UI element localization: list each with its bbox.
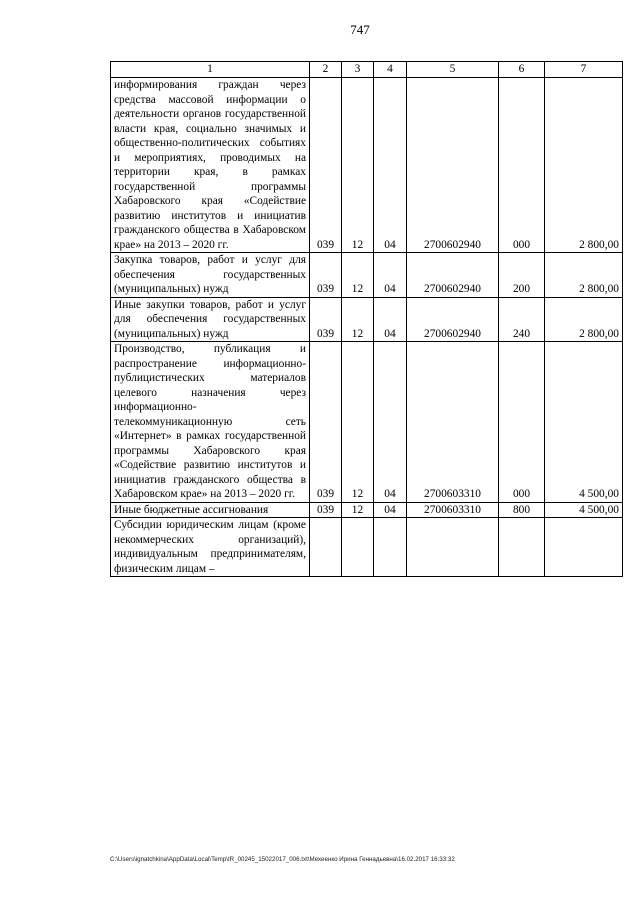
row-amount: 4 500,00 [545,342,623,503]
row-amount: 2 800,00 [545,253,623,298]
page-number: 747 [350,22,370,37]
row-expense-type: 200 [499,253,545,298]
row-expense-type: 240 [499,297,545,342]
header-col-6: 6 [499,62,545,78]
row-target-code: 2700603310 [407,342,499,503]
row-description: Производство, публикация и распространение информационно-публицистических материалов целевого назначения через информационно-телекоммуникационную сеть «Интернет» в рамках государственной программы Хабаровского края «Содействие развитию институтов и инициатив гражданского общества в Хабаровском крае» на 2013 – 2020 гг. [111,342,310,503]
header-col-4: 4 [374,62,407,78]
row-expense-type: 000 [499,342,545,503]
row-description: Субсидии юридическим лицам (кроме некоммерческих организаций), индивидуальным предпринимателям, физическим лицам – [111,518,310,577]
row-target-code [407,518,499,577]
table-row [111,342,623,503]
row-description: Иные бюджетные ассигнования [111,502,310,518]
row-subsection-code: 04 [374,502,407,518]
footer-file-path: C:\Users\ignatchkina\AppData\Local\Temp\IR_00245_15022017_006.txt\Мехеенко Ирина Геннадьевна\16.02.2017 16:33:32 [110,856,455,863]
table-row [111,78,623,253]
row-expense-type [499,518,545,577]
row-section-code: 12 [342,253,374,298]
row-section-code: 12 [342,502,374,518]
row-section-code: 12 [342,297,374,342]
row-ministry-code: 039 [310,253,342,298]
table-row [111,253,623,298]
row-ministry-code: 039 [310,342,342,503]
row-target-code: 2700602940 [407,253,499,298]
row-amount: 2 800,00 [545,297,623,342]
row-section-code: 12 [342,78,374,253]
row-ministry-code: 039 [310,78,342,253]
row-expense-type: 000 [499,78,545,253]
table-row [111,297,623,342]
header-col-5: 5 [407,62,499,78]
row-section-code [342,518,374,577]
header-row [111,62,623,78]
row-description: Иные закупки товаров, работ и услуг для обеспечения государственных (муниципальных) нужд [111,297,310,342]
row-ministry-code [310,518,342,577]
row-description: информирования граждан через средства массовой информации о деятельности органов государственной власти края, социально значимых и общественно-политических событиях и мероприятиях, проводимых на территории края, в рамках государственной программы Хабаровского края «Содействие развитию институтов и инициатив гражданского общества в Хабаровском крае» на 2013 – 2020 гг. [111,78,310,253]
row-target-code: 2700603310 [407,502,499,518]
table-row [111,502,623,518]
row-subsection-code [374,518,407,577]
row-ministry-code: 039 [310,502,342,518]
row-expense-type: 800 [499,502,545,518]
header-col-3: 3 [342,62,374,78]
row-description: Закупка товаров, работ и услуг для обеспечения государственных (муниципальных) нужд [111,253,310,298]
row-ministry-code: 039 [310,297,342,342]
row-target-code: 2700602940 [407,78,499,253]
row-subsection-code: 04 [374,342,407,503]
row-subsection-code: 04 [374,297,407,342]
row-target-code: 2700602940 [407,297,499,342]
row-section-code: 12 [342,342,374,503]
row-subsection-code: 04 [374,78,407,253]
header-col-1: 1 [111,62,310,78]
row-subsection-code: 04 [374,253,407,298]
table-row [111,518,623,577]
row-amount: 4 500,00 [545,502,623,518]
row-amount [545,518,623,577]
row-amount: 2 800,00 [545,78,623,253]
header-col-2: 2 [310,62,342,78]
budget-table [110,61,623,577]
header-col-7: 7 [545,62,623,78]
